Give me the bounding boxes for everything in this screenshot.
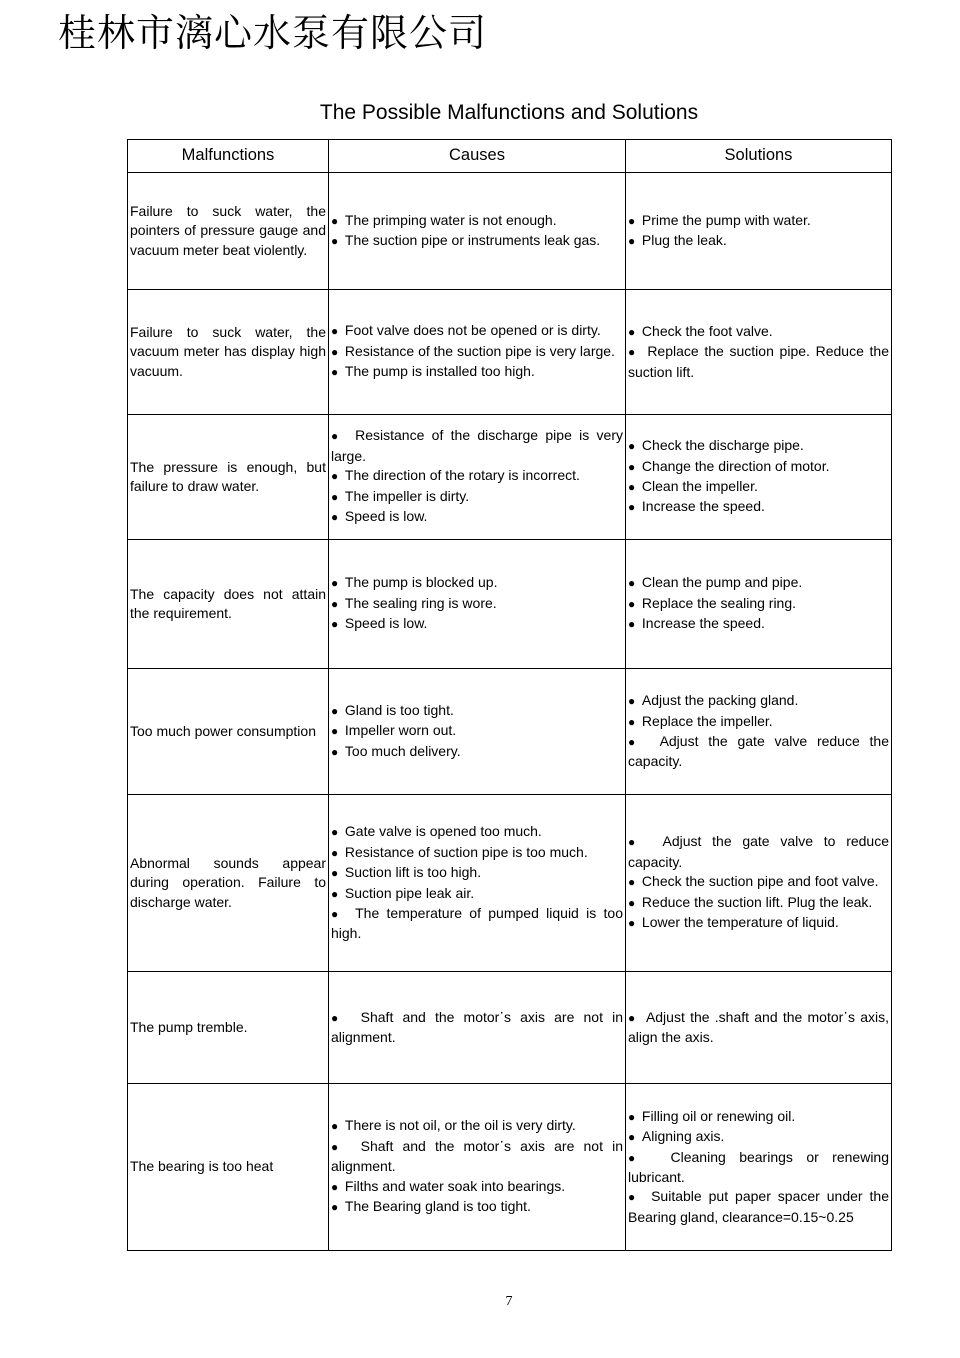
cause-item: ● The pump is blocked up.	[331, 573, 623, 593]
causes-list	[331, 573, 623, 634]
solution-item: ● Adjust the gate valve to reduce capacity.	[628, 832, 889, 872]
causes-cell	[329, 540, 626, 669]
table-row	[128, 1084, 892, 1251]
cause-item: ● There is not oil, or the oil is very dirty.	[331, 1116, 623, 1136]
solution-item: ● Increase the speed.	[628, 497, 889, 517]
cause-item: ● Gate valve is opened too much.	[331, 822, 623, 842]
solution-item: ● Check the discharge pipe.	[628, 436, 889, 456]
causes-cell	[329, 415, 626, 540]
table-row	[128, 795, 892, 972]
solution-item: ● Adjust the packing gland.	[628, 691, 889, 711]
solutions-list	[628, 1008, 889, 1048]
causes-list	[331, 701, 623, 762]
malfunction-cell: Failure to suck water, the vacuum meter has display high vacuum.	[128, 290, 329, 415]
cause-item: ● The sealing ring is wore.	[331, 594, 623, 614]
solution-item: ● Replace the sealing ring.	[628, 594, 889, 614]
solutions-cell	[626, 173, 892, 290]
cause-item: ● Speed is low.	[331, 614, 623, 634]
solution-item: ● Plug the leak.	[628, 231, 889, 251]
cause-item: ● Foot valve does not be opened or is dirty.	[331, 321, 623, 341]
malfunction-cell: Too much power consumption	[128, 669, 329, 795]
header-solutions: Solutions	[626, 140, 892, 173]
solutions-cell	[626, 669, 892, 795]
cause-item: ● Filths and water soak into bearings.	[331, 1177, 623, 1197]
solution-item: ● Suitable put paper spacer under the Bearing gland, clearance=0.15~0.25	[628, 1187, 889, 1227]
cause-item: ● The Bearing gland is too tight.	[331, 1197, 623, 1217]
cause-item: ● Shaft and the motor᾿s axis are not in alignment.	[331, 1008, 623, 1048]
malfunction-cell: The pump tremble.	[128, 972, 329, 1084]
cause-item: ● Impeller worn out.	[331, 721, 623, 741]
malfunctions-table	[127, 139, 892, 1251]
causes-list	[331, 426, 623, 527]
cause-item: ● Speed is low.	[331, 507, 623, 527]
solutions-cell	[626, 415, 892, 540]
solution-item: ● Replace the suction pipe. Reduce the suction lift.	[628, 342, 889, 382]
causes-cell	[329, 290, 626, 415]
solution-item: ● Change the direction of motor.	[628, 457, 889, 477]
cause-item: ● Resistance of suction pipe is too much.	[331, 843, 623, 863]
table-header-row	[128, 140, 892, 173]
solution-item: ● Check the suction pipe and foot valve.	[628, 872, 889, 892]
cause-item: ● Resistance of the discharge pipe is very large.	[331, 426, 623, 466]
solution-item: ● Check the foot valve.	[628, 322, 889, 342]
solutions-list	[628, 1107, 889, 1227]
malfunction-cell: The bearing is too heat	[128, 1084, 329, 1251]
solution-item: ● Clean the pump and pipe.	[628, 573, 889, 593]
solutions-list	[628, 322, 889, 382]
solutions-cell	[626, 1084, 892, 1251]
malfunction-cell: Abnormal sounds appear during operation. Failure to discharge water.	[128, 795, 329, 972]
table-row	[128, 290, 892, 415]
solution-item: ● Replace the impeller.	[628, 712, 889, 732]
page-number: 7	[505, 1294, 513, 1309]
table-row	[128, 669, 892, 795]
table-body	[128, 173, 892, 1251]
company-name: 桂林市漓心水泵有限公司	[58, 11, 488, 55]
header-causes: Causes	[329, 140, 626, 173]
causes-cell	[329, 173, 626, 290]
causes-list	[331, 1116, 623, 1217]
cause-item: ● Gland is too tight.	[331, 701, 623, 721]
solution-item: ● Prime the pump with water.	[628, 211, 889, 231]
cause-item: ● The primping water is not enough.	[331, 211, 623, 231]
causes-cell	[329, 795, 626, 972]
table-row	[128, 415, 892, 540]
cause-item: ● The impeller is dirty.	[331, 487, 623, 507]
cause-item: ● Shaft and the motor᾿s axis are not in alignment.	[331, 1137, 623, 1177]
table-row	[128, 540, 892, 669]
cause-item: ● Resistance of the suction pipe is very large.	[331, 342, 623, 362]
solution-item: ● Lower the temperature of liquid.	[628, 913, 889, 933]
solutions-list	[628, 573, 889, 634]
solution-item: ● Clean the impeller.	[628, 477, 889, 497]
solution-item: ● Aligning axis.	[628, 1127, 889, 1147]
solutions-list	[628, 436, 889, 518]
solution-item: ● Adjust the gate valve reduce the capacity.	[628, 732, 889, 772]
table-row	[128, 173, 892, 290]
cause-item: ● The direction of the rotary is incorrect.	[331, 466, 623, 486]
causes-cell	[329, 669, 626, 795]
solutions-list	[628, 832, 889, 933]
solution-item: ● Cleaning bearings or renewing lubricant.	[628, 1148, 889, 1188]
solutions-list	[628, 211, 889, 252]
causes-list	[331, 1008, 623, 1048]
solution-item: ● Increase the speed.	[628, 614, 889, 634]
document-title: The Possible Malfunctions and Solutions	[319, 101, 699, 124]
causes-list	[331, 211, 623, 252]
cause-item: ● The pump is installed too high.	[331, 362, 623, 382]
header-malfunctions: Malfunctions	[128, 140, 329, 173]
solutions-list	[628, 691, 889, 772]
table-row	[128, 972, 892, 1084]
cause-item: ● The temperature of pumped liquid is too high.	[331, 904, 623, 944]
causes-list	[331, 822, 623, 943]
malfunction-cell: The pressure is enough, but failure to draw water.	[128, 415, 329, 540]
cause-item: ● Suction pipe leak air.	[331, 884, 623, 904]
solution-item: ● Reduce the suction lift. Plug the leak.	[628, 893, 889, 913]
solutions-cell	[626, 795, 892, 972]
solutions-cell	[626, 540, 892, 669]
solution-item: ● Adjust the .shaft and the motor᾿s axis, align the axis.	[628, 1008, 889, 1048]
solutions-cell	[626, 290, 892, 415]
malfunction-cell: The capacity does not attain the requirement.	[128, 540, 329, 669]
malfunction-cell: Failure to suck water, the pointers of pressure gauge and vacuum meter beat violently.	[128, 173, 329, 290]
causes-list	[331, 321, 623, 382]
solution-item: ● Filling oil or renewing oil.	[628, 1107, 889, 1127]
cause-item: ● The suction pipe or instruments leak gas.	[331, 231, 623, 251]
causes-cell	[329, 1084, 626, 1251]
solutions-cell	[626, 972, 892, 1084]
causes-cell	[329, 972, 626, 1084]
cause-item: ● Too much delivery.	[331, 742, 623, 762]
cause-item: ● Suction lift is too high.	[331, 863, 623, 883]
